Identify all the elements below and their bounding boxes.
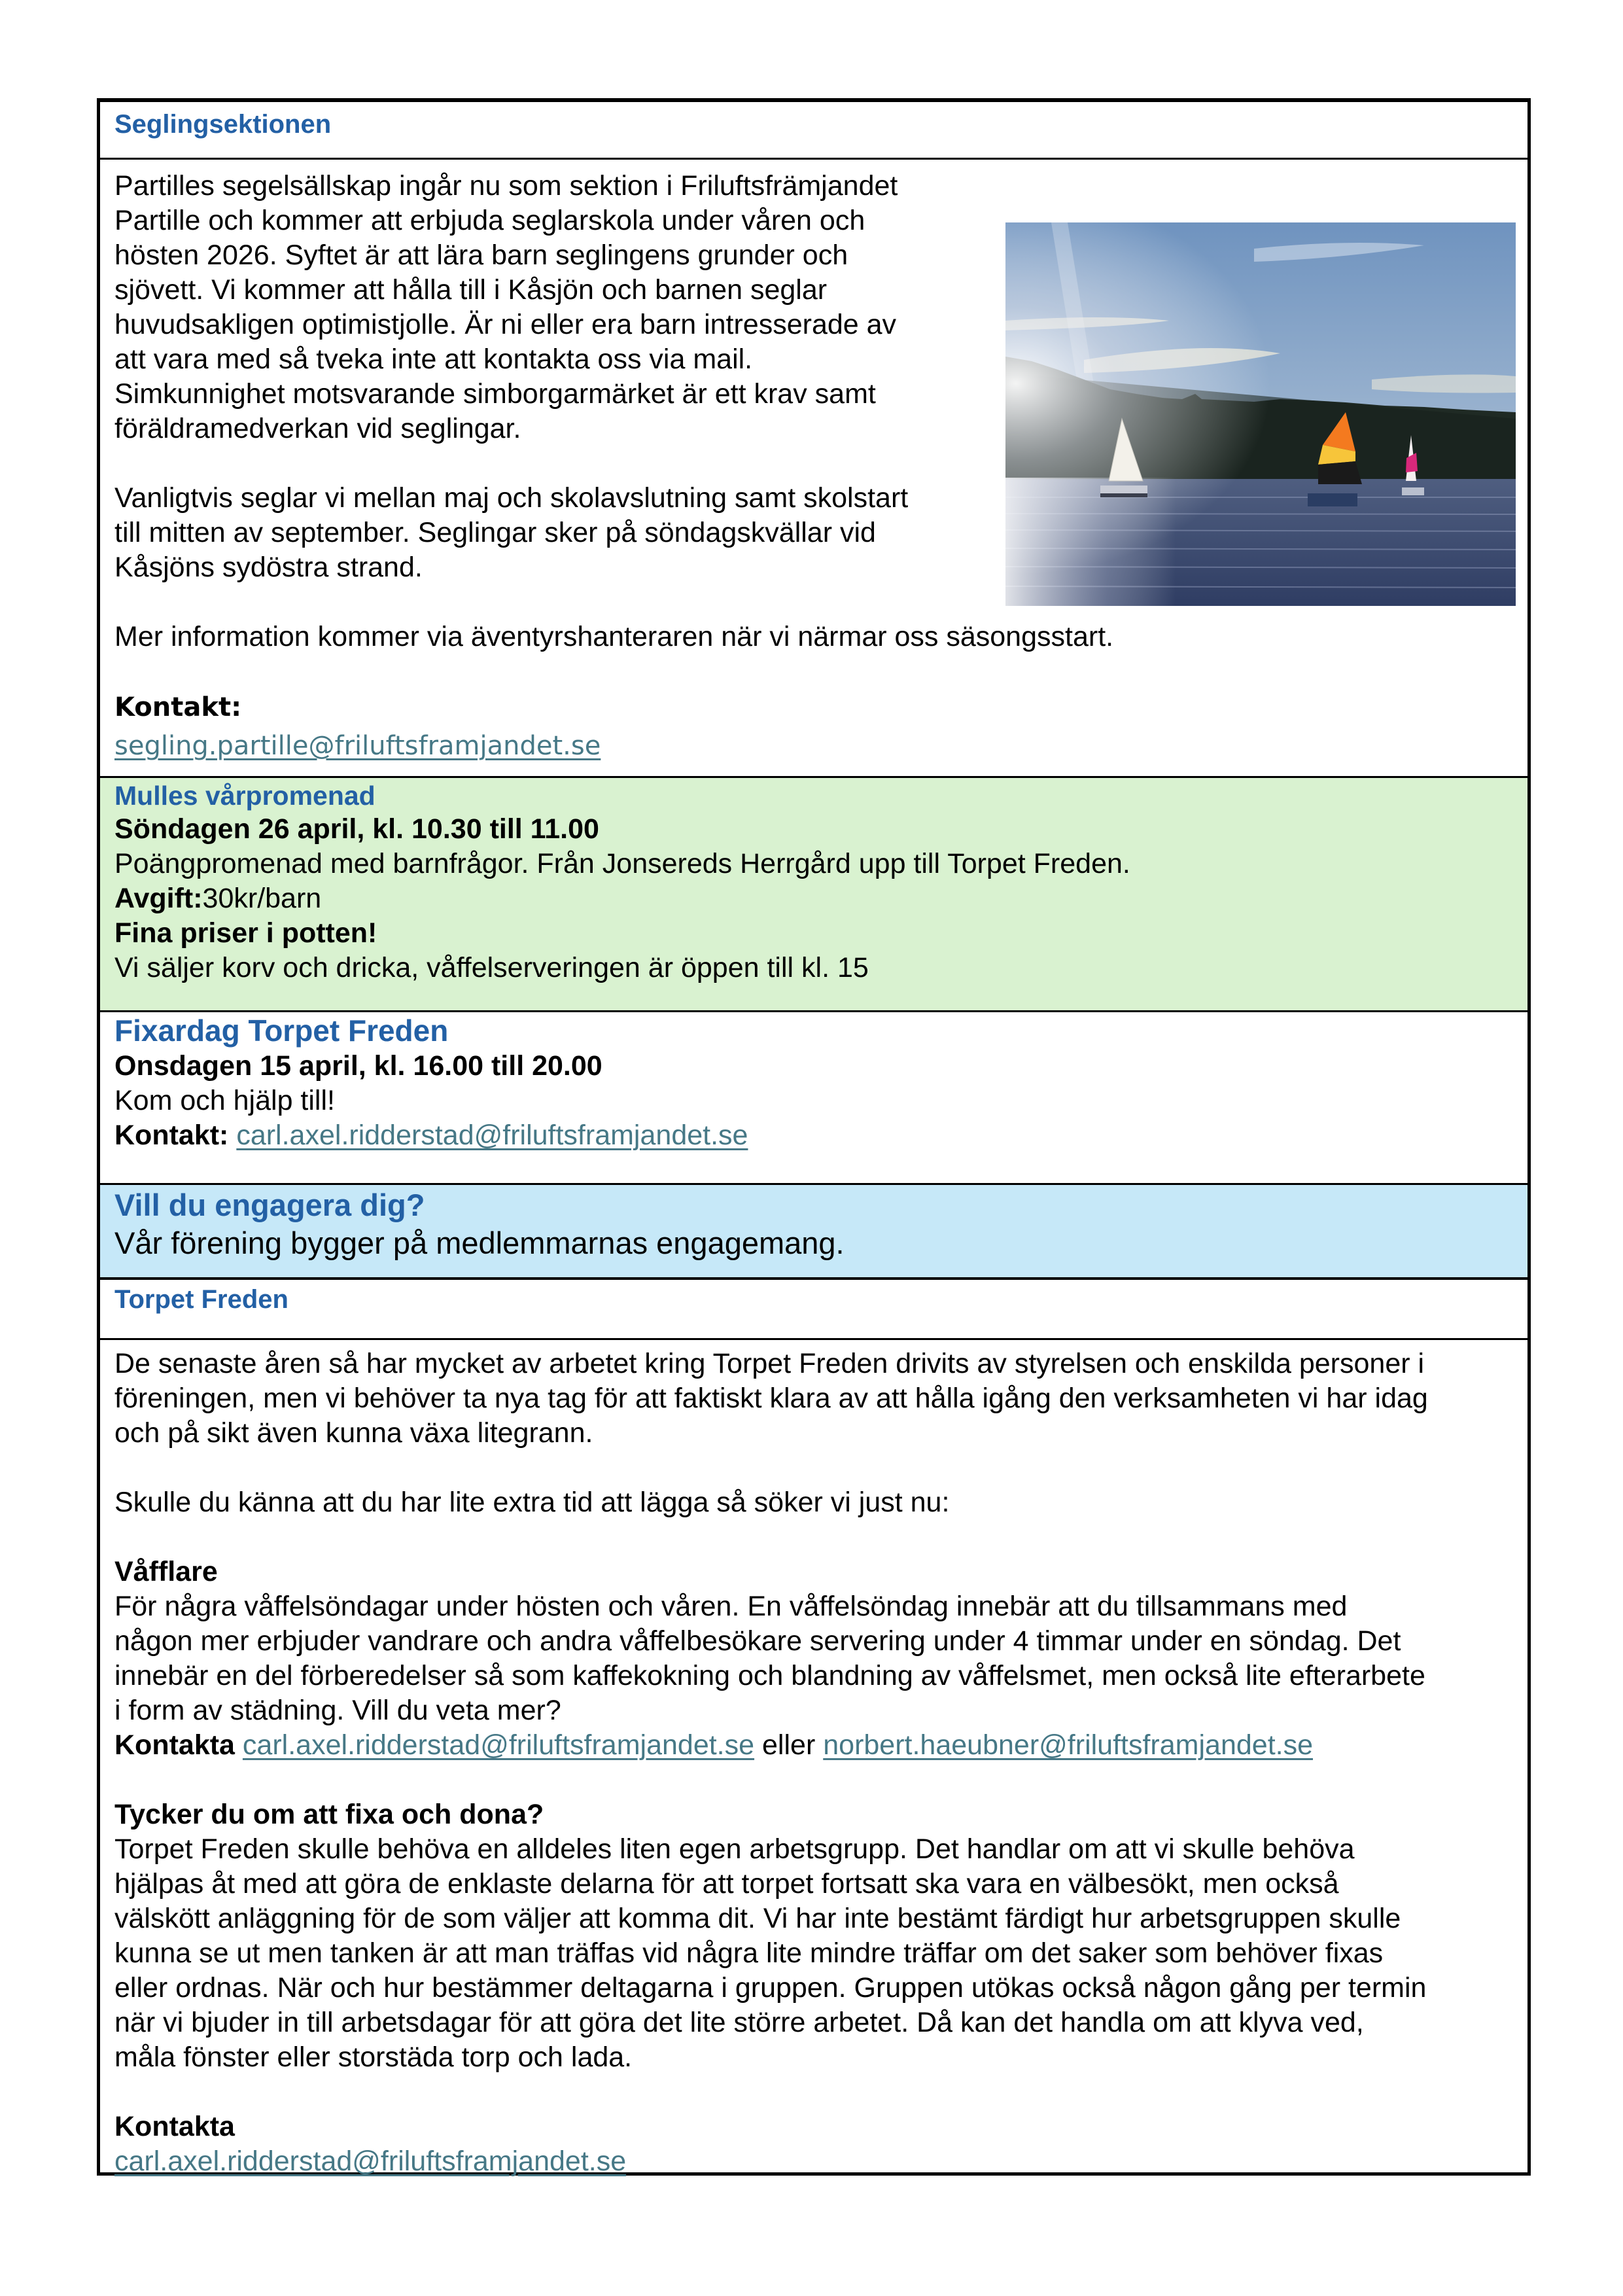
waffle-contact-email-1-link[interactable]: carl.axel.ridderstad@friluftsframjandet.se xyxy=(242,1729,755,1761)
engage-title: Vill du engagera dig? xyxy=(114,1188,425,1222)
newsletter-table xyxy=(97,98,1531,2176)
segling-text-line: Vanligtvis seglar vi mellan maj och skolavslutning samt skolstart xyxy=(114,482,909,514)
fix-line: välskött anläggning för de som väljer att komma dit. Vi har inte bestämt färdigt hur arbetsgruppen skulle xyxy=(114,1903,1401,1934)
torpet-body xyxy=(100,1338,1527,2177)
engage-section xyxy=(100,1183,1527,1279)
waffle-line: innebär en del förberedelser så som kaffekokning och blandning av våffelsmet, men också lite efterarbete xyxy=(114,1660,1425,1691)
segling-text-line: Simkunnighet motsvarande simborgarmärket är ett krav samt xyxy=(114,378,876,410)
mulle-section xyxy=(100,776,1527,1012)
torpet-header-row xyxy=(100,1277,1527,1339)
torpet-title: Torpet Freden xyxy=(114,1285,288,1314)
torpet-intro-line: och på sikt även kunna växa litegrann. xyxy=(114,1417,593,1449)
fix-line: måla fönster eller storstäda torp och lada. xyxy=(114,2041,633,2073)
fixardag-title: Fixardag Torpet Freden xyxy=(114,1014,449,1048)
segling-text-line: Partilles segelsällskap ingår nu som sektion i Friluftsfrämjandet xyxy=(114,170,898,202)
sailing-photo xyxy=(1005,222,1516,606)
fix-line: eller ordnas. När och hur bestämmer deltagarna i gruppen. Gruppen utökas också någon gång per termin xyxy=(114,1972,1427,2004)
waffle-contact-label: Kontakta xyxy=(114,1729,235,1761)
waffle-contact-email-2-link[interactable]: norbert.haeubner@friluftsframjandet.se xyxy=(823,1729,1313,1761)
segling-header-row xyxy=(100,102,1527,160)
segling-text-line: föräldramedverkan vid seglingar. xyxy=(114,413,521,444)
mulle-fee-value: 30kr/barn xyxy=(202,883,322,914)
mulle-prizes: Fina priser i potten! xyxy=(114,917,377,949)
segling-contact-label: Kontakt: xyxy=(114,692,242,722)
torpet-contact-label: Kontakta xyxy=(114,2111,235,2142)
fix-title: Tycker du om att fixa och dona? xyxy=(114,1799,544,1830)
segling-text-line: hösten 2026. Syftet är att lära barn seglingens grunder och xyxy=(114,239,848,271)
fix-line: hjälpas åt med att göra de enklaste delarna för att torpet fortsatt ska vara en välbesökt, men också xyxy=(114,1868,1339,1899)
fixardag-date: Onsdagen 15 april, kl. 16.00 till 20.00 xyxy=(114,1050,602,1082)
segling-text-line: huvudsakligen optimistjolle. Är ni eller era barn intresserade av xyxy=(114,309,897,340)
segling-more-info: Mer information kommer via äventyrshanteraren när vi närmar oss säsongsstart. xyxy=(114,621,1114,652)
waffle-line: i form av städning. Vill du veta mer? xyxy=(114,1695,561,1726)
engage-subtitle: Vår förening bygger på medlemmarnas engagemang. xyxy=(114,1226,845,1260)
waffle-title: Våfflare xyxy=(114,1556,218,1587)
segling-text-line: att vara med så tveka inte att kontakta oss via mail. xyxy=(114,344,753,375)
mulle-sales: Vi säljer korv och dricka, våffelserveringen är öppen till kl. 15 xyxy=(114,952,869,983)
segling-text-line: Kåsjöns sydöstra strand. xyxy=(114,552,423,583)
torpet-intro-line: De senaste åren så har mycket av arbetet kring Torpet Freden drivits av styrelsen och enskilda personer i xyxy=(114,1348,1425,1379)
fixardag-contact-email-link[interactable]: carl.axel.ridderstad@friluftsframjandet.se xyxy=(236,1120,748,1151)
segling-body xyxy=(100,158,1527,778)
torpet-seeking: Skulle du känna att du har lite extra tid att lägga så söker vi just nu: xyxy=(114,1487,950,1518)
segling-text-line: till mitten av september. Seglingar sker på söndagskvällar vid xyxy=(114,517,876,548)
segling-text-line: Partille och kommer att erbjuda seglarskola under våren och xyxy=(114,205,865,236)
waffle-line: För några våffelsöndagar under hösten och våren. En våffelsöndag innebär att du tillsammans med xyxy=(114,1591,1348,1622)
fixardag-section xyxy=(100,1010,1527,1184)
fix-line: kunna se ut men tanken är att man träffas vid några lite mindre träffar om det saker som behöver fixas xyxy=(114,1937,1384,1969)
fixardag-description: Kom och hjälp till! xyxy=(114,1085,335,1116)
waffle-contact-or: eller xyxy=(762,1729,816,1761)
mulle-fee-label: Avgift: xyxy=(114,883,203,914)
segling-title: Seglingsektionen xyxy=(114,110,332,139)
waffle-line: någon mer erbjuder vandrare och andra våffelbesökare servering under 4 timmar under en söndag. Det xyxy=(114,1625,1401,1657)
mulle-title: Mulles vårpromenad xyxy=(114,781,375,811)
torpet-intro-line: föreningen, men vi behöver ta nya tag för att faktiskt klara av att hålla igång den verksamheten vi har idag xyxy=(114,1383,1428,1414)
segling-contact-email-link[interactable]: segling.partille@friluftsframjandet.se xyxy=(114,731,601,761)
fix-line: när vi bjuder in till arbetsdagar för att göra det lite större arbetet. Då kan det handla om att klyva ved, xyxy=(114,2007,1364,2038)
mulle-date: Söndagen 26 april, kl. 10.30 till 11.00 xyxy=(114,813,599,845)
torpet-contact-email-link[interactable]: carl.axel.ridderstad@friluftsframjandet.se xyxy=(114,2146,627,2177)
mulle-description: Poängpromenad med barnfrågor. Från Jonsereds Herrgård upp till Torpet Freden. xyxy=(114,848,1130,879)
segling-text-line: sjövett. Vi kommer att hålla till i Kåsjön och barnen seglar xyxy=(114,274,828,306)
fix-line: Torpet Freden skulle behöva en alldeles liten egen arbetsgrupp. Det handlar om att vi skulle behöva xyxy=(114,1833,1355,1865)
sailing-photo-image xyxy=(1005,222,1516,606)
fixardag-contact-label: Kontakt: xyxy=(114,1120,229,1151)
